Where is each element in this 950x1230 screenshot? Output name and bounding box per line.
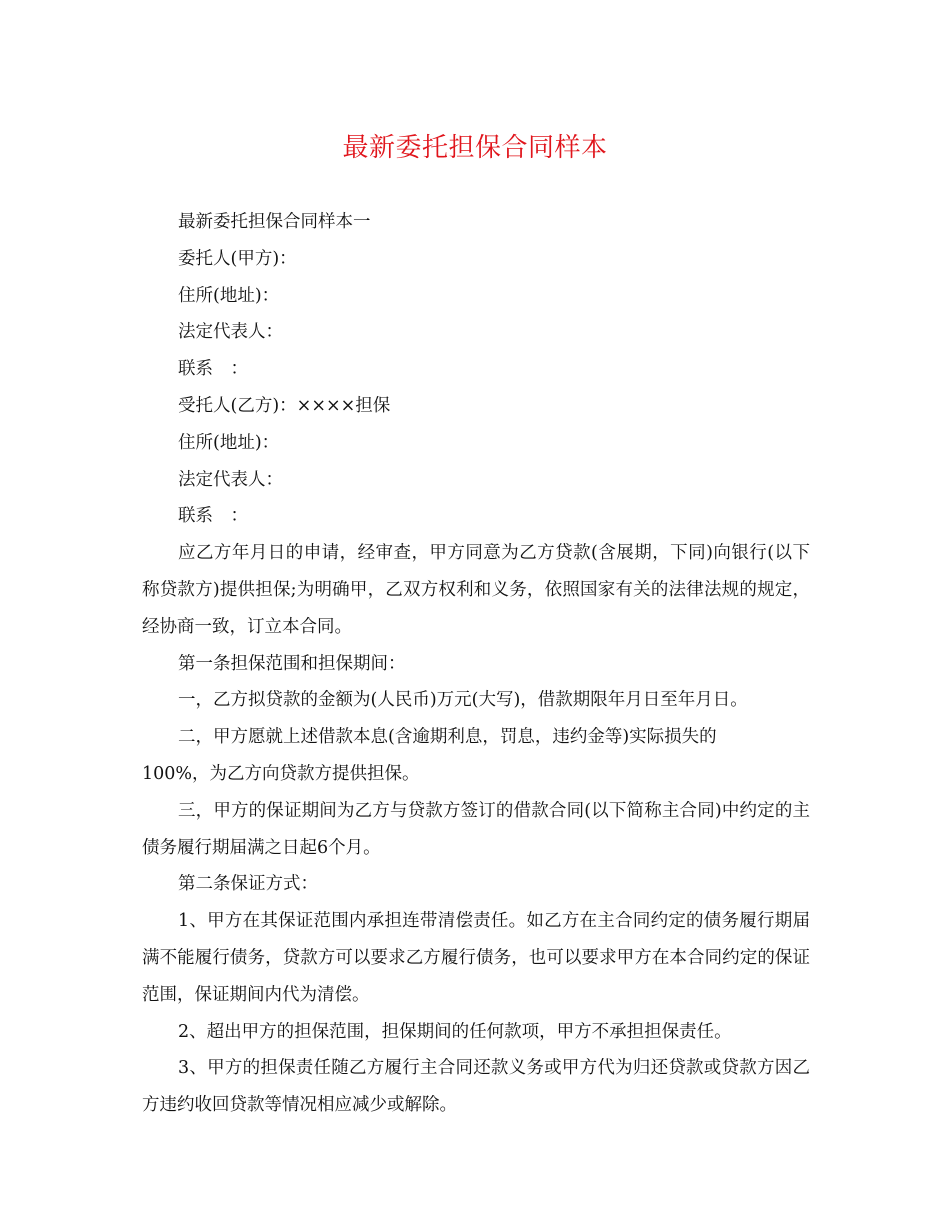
- preamble-paragraph: 应乙方年月日的申请，经审查，甲方同意为乙方贷款(含展期，下同)向银行(以下称贷款方)提供担保;为明确甲，乙双方权利和义务，依照国家有关的法律法规的规定，经协商一致，订立本合同。: [142, 543, 810, 637]
- document-body: [142, 204, 810, 1124]
- article-2-item-2: 2、超出甲方的担保范围，担保期间的任何款项，甲方不承担担保责任。: [178, 1021, 732, 1042]
- party-b-address: 住所(地址)：: [178, 432, 280, 453]
- article-1-item-3: 三，甲方的保证期间为乙方与贷款方签订的借款合同(以下简称主合同)中约定的主债务履行期届满之日起6个月。: [142, 800, 810, 858]
- article-1-title: 第一条担保范围和担保期间：: [178, 653, 406, 674]
- party-a-representative: 法定代表人：: [178, 322, 283, 343]
- document-title: 最新委托担保合同样本: [342, 133, 608, 163]
- party-a-contact: 联系 ：: [178, 359, 248, 380]
- party-b-contact: 联系 ：: [178, 506, 248, 527]
- party-a-address: 住所(地址)：: [178, 285, 280, 306]
- article-2-item-1: 1、甲方在其保证范围内承担连带清偿责任。如乙方在主合同约定的债务履行期届满不能履行债务，贷款方可以要求乙方履行债务，也可以要求甲方在本合同约定的保证范围，保证期间内代为清偿。: [142, 911, 810, 1005]
- party-b-label: 受托人(乙方)：××××担保: [178, 395, 391, 416]
- article-2-title: 第二条保证方式：: [178, 874, 318, 895]
- article-1-item-2-line-1: 二，甲方愿就上述借款本息(含逾期利息，罚息，违约金等)实际损失的: [178, 727, 717, 748]
- party-b-representative: 法定代表人：: [178, 469, 283, 490]
- contract-subtitle: 最新委托担保合同样本一: [178, 212, 371, 232]
- article-1-item-1: 一，乙方拟贷款的金额为(人民币)万元(大写)，借款期限年月日至年月日。: [178, 690, 748, 711]
- article-2-item-3: 3、甲方的担保责任随乙方履行主合同还款义务或甲方代为归还贷款或贷款方因乙方违约收回贷款等情况相应减少或解除。: [142, 1058, 810, 1116]
- party-a-label: 委托人(甲方)：: [178, 248, 297, 269]
- article-1-item-2-line-2: 100%，为乙方向贷款方提供担保。: [142, 763, 420, 784]
